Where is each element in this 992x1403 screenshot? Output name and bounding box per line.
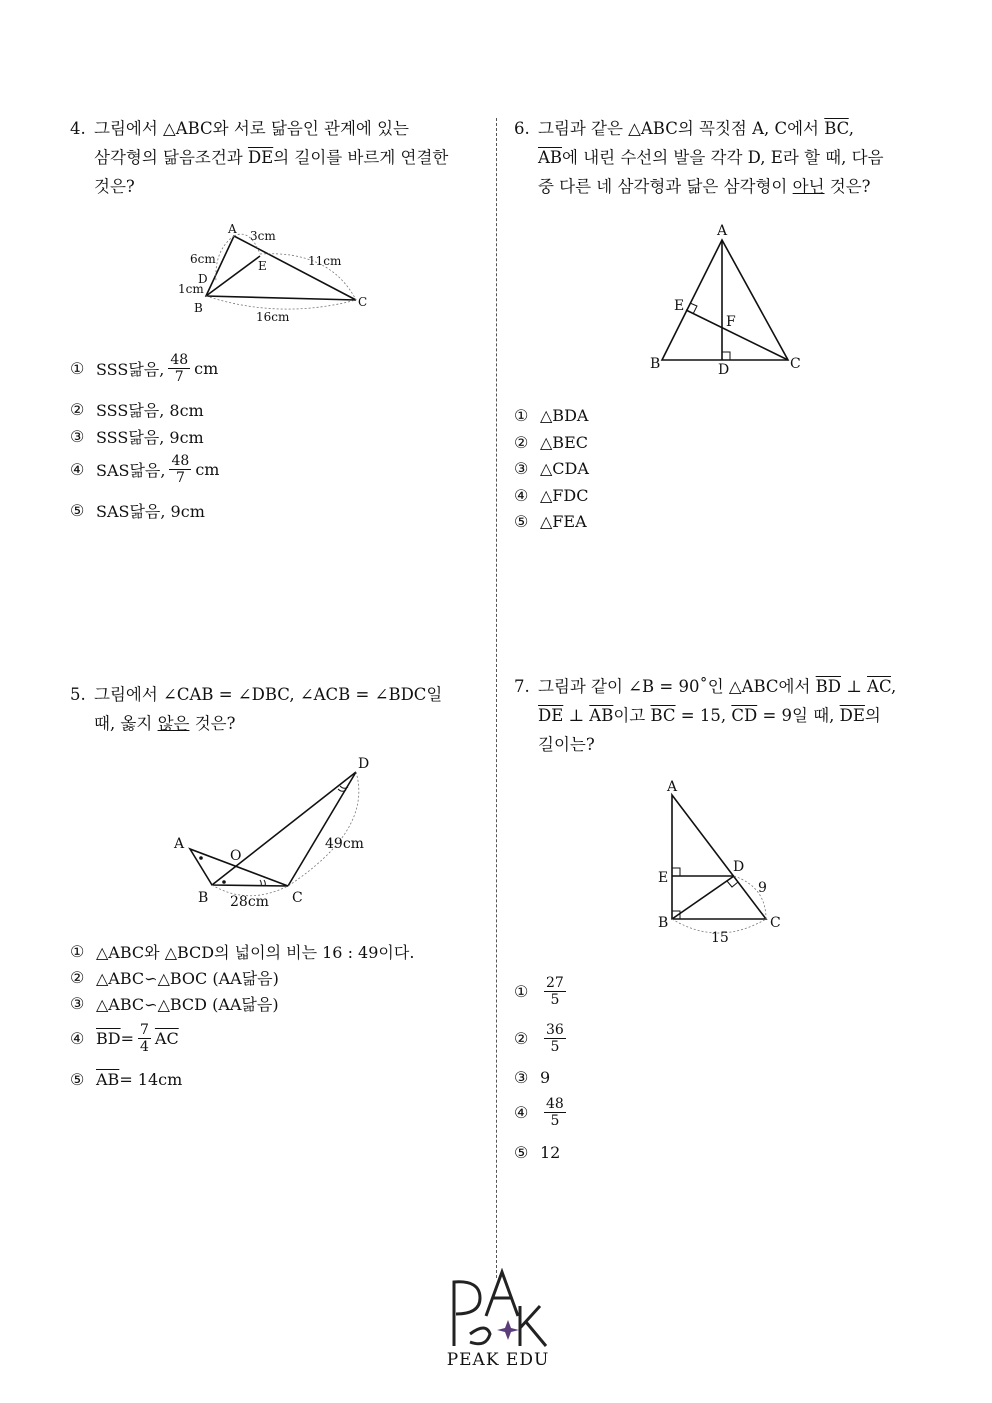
label-c: C xyxy=(790,356,801,372)
len-bc: 16cm xyxy=(256,310,290,324)
problem-6 xyxy=(514,114,924,201)
label-d: D xyxy=(198,272,208,286)
choice-2[interactable]: ② SSS닮음, 8cm xyxy=(70,400,204,420)
problem-text: 그림에서 △ABC와 서로 닮음인 관계에 있는 삼각형의 닮음조건과 $\overline{DE}$의 길이를 바르게 연결한 것은? xyxy=(94,119,449,196)
choice-3[interactable]: ③ △CDA xyxy=(514,459,589,478)
fraction: $\frac{27}{5}$ xyxy=(546,975,564,1008)
segment-bd: $\overline{BD}$ xyxy=(96,1029,121,1048)
fraction: $\frac{48}{7}$ xyxy=(170,352,189,385)
problem-text: 그림과 같은 △ABC의 꼭짓점 A, C에서 $\overline{BC}$, $\overline{AB}$에 내린 수선의 발을 각각 D, E라 할 때, 다음 중 다른 네 삼각형과 닮은 삼각형이 아닌 것은? xyxy=(538,119,884,196)
choice-2[interactable]: ② △BEC xyxy=(514,433,588,452)
choice-5[interactable]: ⑤ $\overline{AB}$ = 14cm xyxy=(70,1070,183,1089)
label-b: B xyxy=(658,915,669,931)
choice-5[interactable]: ⑤ SAS닮음, 9cm xyxy=(70,501,205,521)
fraction: $\frac{7}{4}$ xyxy=(140,1022,149,1055)
len-ae: 3cm xyxy=(250,229,276,243)
star-icon xyxy=(497,1320,519,1340)
label-b: B xyxy=(194,301,203,315)
figure-q5 xyxy=(168,750,388,915)
label-c: C xyxy=(358,295,368,309)
len-ec: 11cm xyxy=(308,254,342,268)
label-f: F xyxy=(726,314,736,330)
choice-4[interactable]: ④ SAS닮음, $\frac{48}{7}$ cm xyxy=(70,453,220,486)
choice-5[interactable]: ⑤ △FEA xyxy=(514,512,587,531)
problem-number: 6. xyxy=(514,119,530,138)
fraction: $\frac{48}{7}$ xyxy=(171,453,190,486)
problem-number: 4. xyxy=(70,119,86,138)
label-a: A xyxy=(228,222,237,236)
choice-1[interactable]: ① △ABC와 △BCD의 넓이의 비는 16 : 49이다. xyxy=(70,942,415,962)
label-c: C xyxy=(770,915,781,931)
segment-cd: $\overline{CD}$ xyxy=(731,706,758,725)
choice-4[interactable]: ④ $\frac{48}{5}$ xyxy=(514,1096,564,1129)
label-a: A xyxy=(174,836,185,852)
len-bc: 28cm xyxy=(230,894,269,910)
problem-number: 7. xyxy=(514,677,530,696)
fraction: $\frac{48}{5}$ xyxy=(546,1096,564,1129)
choice-1[interactable]: ① SSS닮음, $\frac{48}{7}$ cm xyxy=(70,352,219,385)
segment-de: $\overline{DE}$ xyxy=(247,148,274,167)
len-cd: 9 xyxy=(758,880,767,896)
choice-3[interactable]: ③ △ABC∽△BCD (AA닮음) xyxy=(70,994,279,1014)
choice-4[interactable]: ④ △FDC xyxy=(514,486,589,505)
choice-1[interactable]: ① $\frac{27}{5}$ xyxy=(514,975,564,1008)
label-b: B xyxy=(650,356,661,372)
figure-q4 xyxy=(170,220,380,330)
segment-ac: $\overline{AC}$ xyxy=(154,1029,179,1048)
segment-bd: $\overline{BD}$ xyxy=(815,677,842,696)
peak-edu-logo xyxy=(436,1268,560,1370)
logo-text: PEAK EDU xyxy=(446,1350,550,1370)
label-e: E xyxy=(674,298,685,314)
choice-5[interactable]: ⑤ 12 xyxy=(514,1143,561,1162)
segment-ab: $\overline{AB}$ xyxy=(589,706,614,725)
label-e: E xyxy=(658,870,669,886)
label-a: A xyxy=(667,779,678,795)
label-d: D xyxy=(358,756,370,772)
len-db: 1cm xyxy=(178,282,204,296)
choice-2[interactable]: ② △ABC∽△BOC (AA닮음) xyxy=(70,968,279,988)
segment-ab: $\overline{AB}$ xyxy=(96,1070,120,1089)
label-d: D xyxy=(718,362,730,378)
problem-7 xyxy=(514,672,924,759)
choice-2[interactable]: ② $\frac{36}{5}$ xyxy=(514,1022,564,1055)
figure-q7 xyxy=(648,775,798,950)
choice-1[interactable]: ① △BDA xyxy=(514,406,589,425)
label-a: A xyxy=(717,223,728,239)
problem-5 xyxy=(70,680,470,738)
segment-ab: $\overline{AB}$ xyxy=(538,148,563,167)
choice-3[interactable]: ③ 9 xyxy=(514,1068,551,1087)
label-e: E xyxy=(258,259,267,273)
label-o: O xyxy=(230,848,242,864)
problem-4 xyxy=(70,114,470,201)
segment-bc: $\overline{BC}$ xyxy=(824,119,849,138)
problem-number: 5. xyxy=(70,685,86,704)
fraction: $\frac{36}{5}$ xyxy=(546,1022,564,1055)
problem-text: 그림에서 ∠CAB = ∠DBC, ∠ACB = ∠BDC일 때, 옳지 않은 것은? xyxy=(94,685,443,733)
choice-4[interactable]: ④ $\overline{BD}$ = $\frac{7}{4}$ $\overline{AC}$ xyxy=(70,1022,179,1055)
column-divider xyxy=(496,118,497,1278)
len-bc: 15 xyxy=(711,930,729,946)
problem-text: 그림과 같이 ∠B = 90˚인 △ABC에서 $\overline{BD}$ ⊥ $\overline{AC}$, $\overline{DE}$ ⊥ $\overline{AB}$이고 $\overline{BC} = 15$, $\overline{CD} = 9$일 때, $\overline{DE}$의 길이는? xyxy=(538,677,897,754)
segment-de: $\overline{DE}$ xyxy=(839,706,865,725)
len-ad: 6cm xyxy=(190,252,216,266)
label-c: C xyxy=(292,890,303,906)
peak-logo-mark xyxy=(436,1268,560,1350)
label-d: D xyxy=(733,859,745,875)
segment-de: $\overline{DE}$ xyxy=(538,706,564,725)
segment-ac: $\overline{AC}$ xyxy=(867,677,891,696)
label-b: B xyxy=(198,890,209,906)
figure-q6 xyxy=(640,220,810,380)
len-cd: 49cm xyxy=(325,836,364,852)
choice-3[interactable]: ③ SSS닮음, 9cm xyxy=(70,427,204,447)
segment-bc: $\overline{BC}$ xyxy=(650,706,676,725)
